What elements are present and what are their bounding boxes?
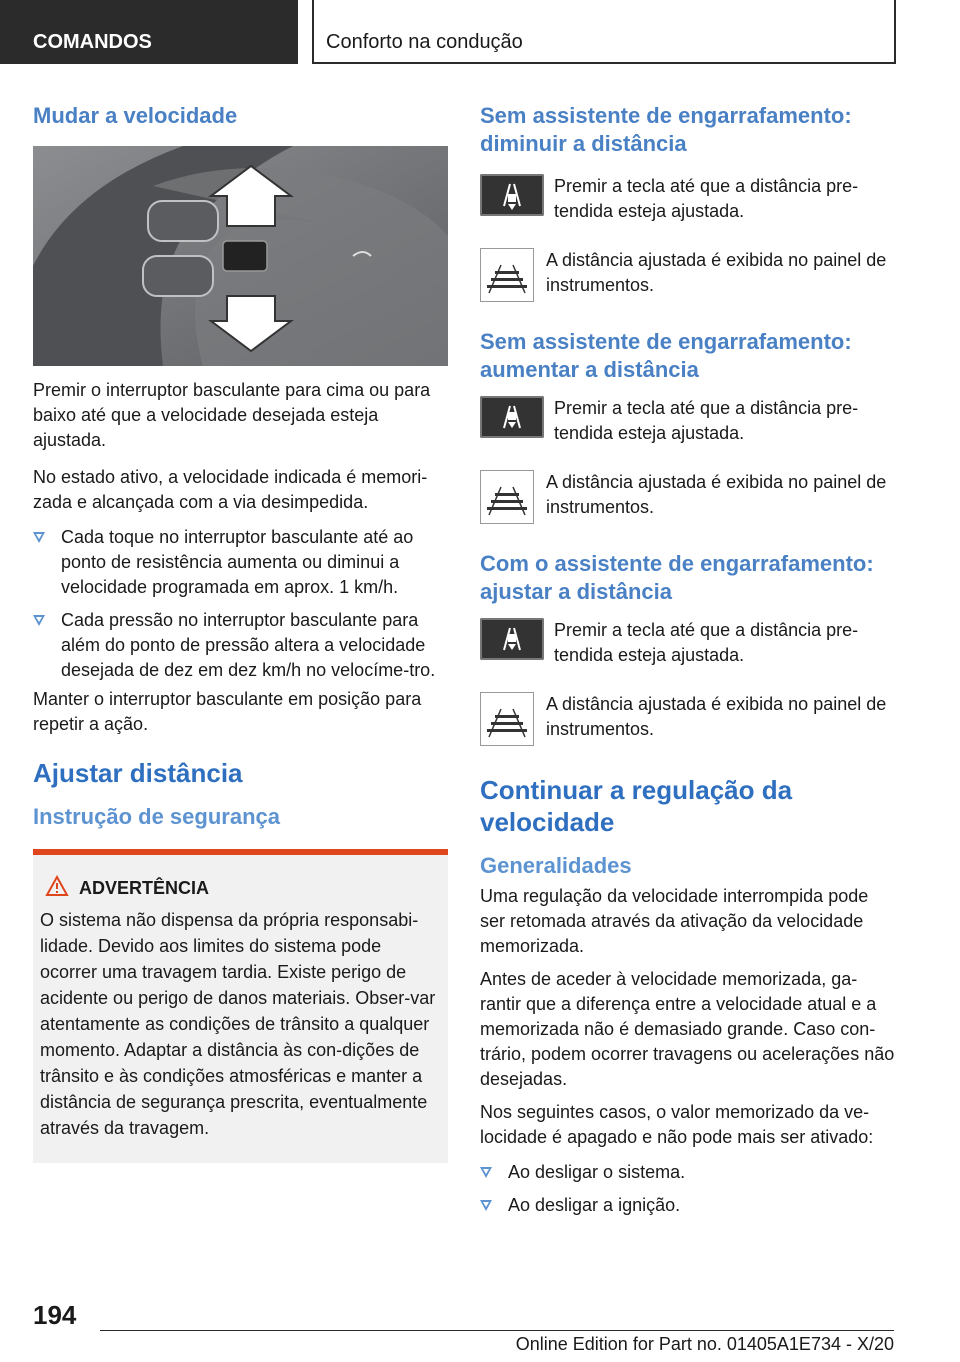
- left-column: [33, 100, 448, 1163]
- distance-key-icon: [480, 618, 544, 660]
- list-item: Cada toque no interruptor basculante até ao ponto de resistência aumenta ou diminui a velocidade programada em aprox. 1 km/h.: [33, 525, 448, 600]
- list-item: Ao desligar o sistema.: [480, 1160, 895, 1185]
- press-key-text: Premir a tecla até que a distância pre-tendida esteja ajustada.: [554, 176, 859, 221]
- page-number: 194: [33, 1300, 77, 1330]
- list-item: Cada pressão no interruptor basculante para além do ponto de pressão altera a velocidade desejada de dez em dez km/h no velocíme-tro.: [33, 608, 448, 683]
- display-text: A distância ajustada é exibida no painel de instrumentos.: [546, 694, 887, 739]
- display-row: [480, 692, 895, 760]
- press-key-row: [480, 396, 895, 462]
- display-text: A distância ajustada é exibida no painel de instrumentos.: [546, 250, 887, 295]
- heading-change-speed: Mudar a velocidade: [33, 103, 238, 128]
- distance-display-icon: [480, 692, 534, 746]
- distance-increase-key-icon: [480, 396, 544, 438]
- heading-continue-speed: Continuar a regulação da velocidade: [480, 775, 793, 837]
- heading-general: Generalidades: [480, 853, 632, 878]
- paragraph-hold-switch: Manter o interruptor basculante em posição para repetir a ação.: [33, 689, 422, 734]
- right-column: [480, 100, 895, 1218]
- header-section: COMANDOS: [0, 0, 298, 64]
- warning-triangle-icon: [45, 875, 69, 902]
- warning-title: ADVERTÊNCIA: [79, 877, 440, 899]
- press-key-text: Premir a tecla até que a distância pre-tendida esteja ajustada.: [554, 398, 859, 443]
- paragraph-press-switch: Premir o interruptor basculante para cima ou para baixo até que a velocidade desejada esteja ajustada.: [33, 380, 431, 450]
- paragraph-general-1: Uma regulação da velocidade interrompida pode ser retomada através da ativação da velocidade memorizada.: [480, 886, 869, 956]
- distance-display-icon: [480, 470, 534, 524]
- display-row: [480, 248, 895, 316]
- heading-decrease-distance: Sem assistente de engarrafamento: diminuir a distância: [480, 103, 852, 156]
- steering-switch-illustration: [33, 146, 448, 366]
- list-item: Ao desligar a ignição.: [480, 1193, 895, 1218]
- distance-decrease-key-icon: [480, 174, 544, 216]
- triangle-bullet-icon: [33, 615, 45, 626]
- distance-display-icon: [480, 248, 534, 302]
- press-key-text: Premir a tecla até que a distância pre-tendida esteja ajustada.: [554, 620, 859, 665]
- triangle-bullet-icon: [480, 1200, 492, 1211]
- footer-divider: [100, 1330, 894, 1331]
- steering-wheel-photo: [33, 146, 448, 366]
- paragraph-general-2: Antes de aceder à velocidade memorizada, ga-rantir que a diferença entre a velocidade atual e a memorizada não é demasiado grande. Caso con-trário, podem ocorrer travagens ou acelerações não desejadas.: [480, 969, 895, 1089]
- triangle-bullet-icon: [480, 1167, 492, 1178]
- header-chapter: Conforto na condução: [312, 0, 896, 64]
- heading-increase-distance: Sem assistente de engarrafamento: aumentar a distância: [480, 329, 852, 382]
- warning-text: O sistema não dispensa da própria responsabi-lidade. Devido aos limites do sistema pode ocorrer uma travagem tardia. Existe perigo de acidente ou perigo de danos materiais. Obser-var atentamente as condições de trânsito a qualquer momento. Adaptar a distância às con-dições de trânsito e às condições atmosféricas e manter a distância de segurança prescrita, eventualmente através da travagem.: [40, 910, 436, 1138]
- paragraph-general-3: Nos seguintes casos, o valor memorizado da ve-locidade é apagado e não pode mais ser ativado:: [480, 1102, 874, 1147]
- heading-adjust-distance: Ajustar distância: [33, 758, 243, 788]
- triangle-bullet-icon: [33, 532, 45, 543]
- press-key-row: [480, 174, 895, 240]
- paragraph-active-state: No estado ativo, a velocidade indicada é memori-zada e alcançada com a via desimpedida.: [33, 467, 428, 512]
- heading-safety-note: Instrução de segurança: [33, 804, 280, 829]
- press-key-row: [480, 618, 895, 684]
- heading-adjust-distance-assistant: Com o assistente de engarrafamento: ajustar a distância: [480, 551, 874, 604]
- warning-box: [33, 849, 448, 1163]
- display-row: [480, 470, 895, 538]
- display-text: A distância ajustada é exibida no painel de instrumentos.: [546, 472, 887, 517]
- footer-edition: Online Edition for Part no. 01405A1E734 - X/20: [515, 1334, 894, 1354]
